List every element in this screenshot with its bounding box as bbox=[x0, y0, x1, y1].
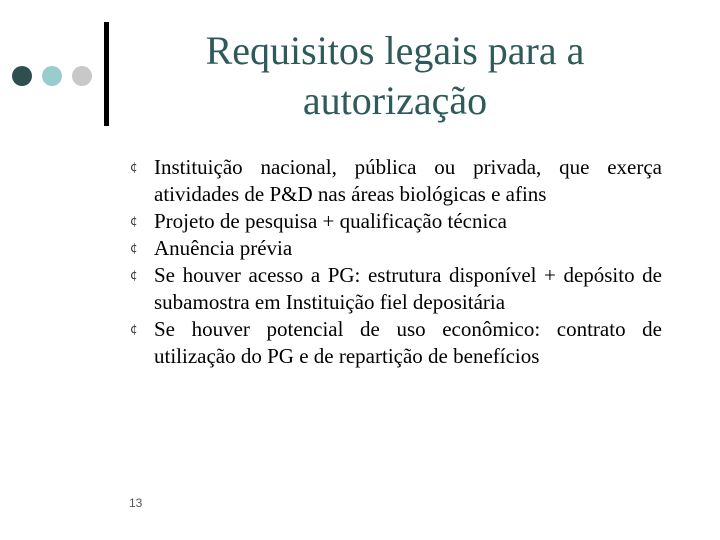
bullet-item bbox=[130, 235, 662, 262]
bullet-text: Instituição nacional, pública ou privada, que exerça atividades de P&D nas áreas biológicas e afins bbox=[154, 155, 662, 206]
bullet-text: Se houver potencial de uso econômico: contrato de utilização do PG e de repartição de benefícios bbox=[154, 317, 662, 368]
dark-dot-icon bbox=[12, 66, 32, 86]
bullet-text: Anuência prévia bbox=[154, 236, 293, 260]
bullet-marker-icon: ¢ bbox=[130, 214, 138, 228]
bullet-marker-icon: ¢ bbox=[130, 268, 138, 282]
bullet-item bbox=[130, 154, 662, 208]
page-number: 13 bbox=[129, 496, 143, 510]
decorative-dots bbox=[0, 0, 110, 140]
bullet-text: Se houver acesso a PG: estrutura disponível + depósito de subamostra em Instituição fiel depositária bbox=[154, 263, 662, 314]
title-divider bbox=[104, 22, 109, 126]
bullet-text: Projeto de pesquisa + qualificação técnica bbox=[154, 209, 507, 233]
bullet-item bbox=[130, 208, 662, 235]
bullet-marker-icon: ¢ bbox=[130, 241, 138, 255]
bullet-item bbox=[130, 262, 662, 316]
slide-title: Requisitos legais para a autorização bbox=[205, 28, 585, 123]
bullet-marker-icon: ¢ bbox=[130, 160, 138, 174]
teal-dot-icon bbox=[42, 66, 62, 86]
gray-dot-icon bbox=[72, 66, 92, 86]
bullet-item bbox=[130, 316, 662, 370]
bullet-list bbox=[130, 154, 662, 370]
bullet-marker-icon: ¢ bbox=[130, 322, 138, 336]
